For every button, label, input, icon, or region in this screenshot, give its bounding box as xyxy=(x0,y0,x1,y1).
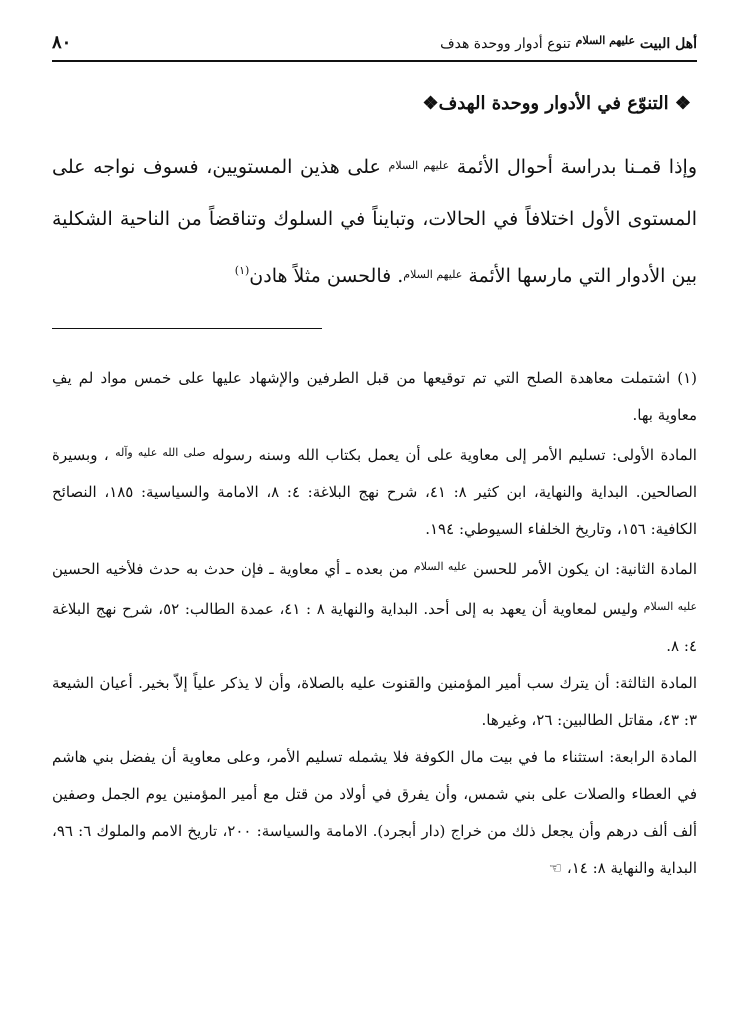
running-header xyxy=(52,30,697,62)
article-1-text-b: ، وبسيرة الصالحين. البداية والنهاية، ابن كثير ٨: ٤١، شرح نهج البلاغة: ٤: ٨، الامامة والسياسية: ١٨٥، النصائح الكافية: ١٥٦، وتاريخ الخلفاء السيوطي: ١٩٤. xyxy=(52,446,698,538)
paragraph-text-c: . فالحسن مثلاً هادن xyxy=(249,265,404,287)
article-2-text-a: المادة الثانية: ان يكون الأمر للحسن xyxy=(467,560,698,578)
paragraph xyxy=(52,140,697,302)
continuation-hand-icon: ☜ xyxy=(548,859,563,877)
article-2-text-c: وليس لمعاوية أن يعهد به إلى أحد. البداية والنهاية ٨ : ٤١، عمدة الطالب: ٥٢، شرح نهج البلاغة ٤: ٨. xyxy=(52,600,697,655)
footnote-reference[interactable]: (١) xyxy=(234,264,250,277)
footnotes-section xyxy=(52,360,697,887)
footnote-article-2 xyxy=(52,548,697,665)
footnote-article-3: المادة الثالثة: أن يترك سب أمير المؤمنين والقنوت عليه بالصلاة، وأن لا يذكر علياً إلاّ بخير. أعيان الشيعة ٣: ٤٣، مقاتل الطالبين: ٢٦، وغيرها. xyxy=(52,674,697,729)
honorific-mark: عليهم السلام xyxy=(403,268,463,281)
honorific-mark: عليهم السلام xyxy=(388,159,450,172)
honorific-mark: عليه السلام xyxy=(643,600,698,613)
honorific-mark: عليه السلام xyxy=(413,560,468,573)
header-honorific: عليهم السلام xyxy=(575,34,636,47)
article-4-text: المادة الرابعة: استثناء ما في بيت مال الكوفة فلا يشمله تسليم الأمر، وعلى معاوية أن يفضل بني هاشم في العطاء والصلات على بني شمس، وأن يفرق في أولاد من قتل مع أمير المؤمنين يوم الجمل وصفين ألف ألف درهم وأن يجعل ذلك من خراج (دار أبجرد). الامامة والسياسة: ٢٠٠، تاريخ الامم والملوك ٦: ٩٦، البداية والنهاية ٨: ١٤، xyxy=(52,748,697,877)
footnote-article-4 xyxy=(52,739,697,887)
footnote-article-1 xyxy=(52,434,697,548)
header-title-rest: تنوع أدوار ووحدة هدف xyxy=(440,36,571,52)
page-number: ٨٠ xyxy=(52,32,72,53)
article-2-text-b: من بعده ـ أي معاوية ـ فإن حدث به حدث فلأخيه الحسين xyxy=(52,560,414,578)
article-1-text-a: المادة الأولى: تسليم الأمر إلى معاوية على أن يعمل بكتاب الله وسنه رسوله xyxy=(205,446,697,464)
footnote-separator xyxy=(52,328,322,329)
header-title-main: أهل البيت xyxy=(639,36,697,52)
header-title xyxy=(440,34,697,52)
paragraph-text-a: وإذا قمـنا بدراسة أحوال الأئمة xyxy=(449,156,697,178)
main-paragraph xyxy=(52,140,697,302)
paragraph-text-b: على هذين المستويين، فسوف نواجه على المستوى الأول اختلافاً في الحالات، وتبايناً في السلوك وتناقضاً من الناحية الشكلية بين الأدوار التي مارسها الأئمة xyxy=(52,156,697,287)
honorific-mark: صلى الله عليه وآله xyxy=(115,446,206,459)
section-heading: ❖ التنوّع في الأدوار ووحدة الهدف❖ xyxy=(422,93,691,114)
footnote-1: (١) اشتملت معاهدة الصلح التي تم توقيعها من قبل الطرفين والإشهاد عليها على خمس مواد لم يفِ معاوية بها. xyxy=(52,369,697,424)
